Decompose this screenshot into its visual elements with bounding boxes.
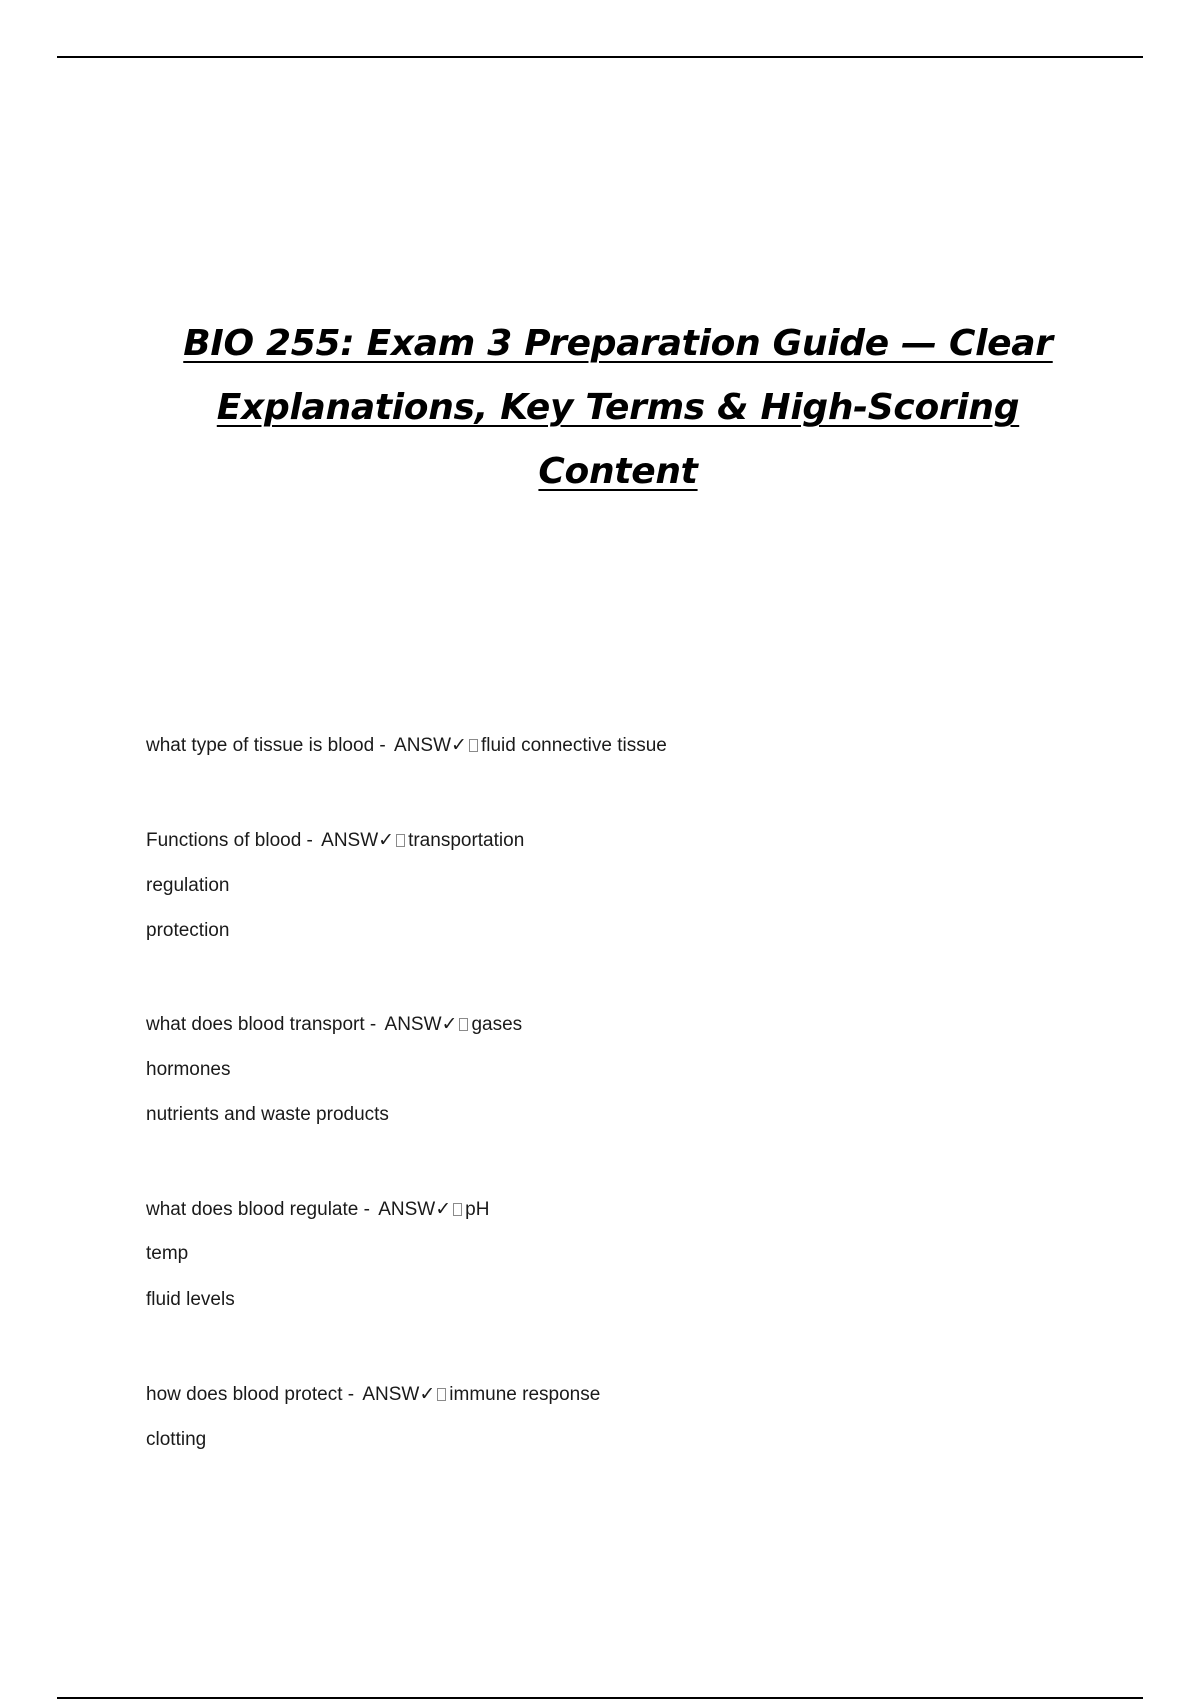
answer-continuation-line: clotting (146, 1429, 207, 1450)
answer-continuation-line: regulation (146, 875, 230, 896)
answer-marker: ANSW (384, 1014, 442, 1035)
separator: - (369, 1014, 382, 1035)
answer-marker: ANSW (362, 1384, 420, 1405)
question-text: what does blood regulate (146, 1199, 359, 1220)
separator: - (347, 1384, 360, 1405)
missing-glyph-box-icon (459, 1018, 468, 1031)
answer-text: gases (471, 1014, 523, 1035)
answer-marker: ANSW (394, 735, 452, 756)
answer-text: pH (465, 1199, 490, 1220)
answer-marker: ANSW (321, 830, 379, 851)
top-rule (57, 56, 1143, 58)
missing-glyph-box-icon (437, 1388, 446, 1401)
separator: - (306, 830, 319, 851)
check-mark-icon: ✓ (419, 1383, 436, 1405)
answer-continuation-line: protection (146, 920, 230, 941)
check-mark-icon: ✓ (378, 829, 395, 851)
missing-glyph-box-icon (396, 834, 405, 847)
check-mark-icon: ✓ (451, 734, 467, 756)
question-text: how does blood protect (146, 1384, 343, 1405)
missing-glyph-box-icon (469, 739, 478, 752)
qa-question-line (146, 1382, 600, 1407)
qa-question-line (146, 1197, 489, 1222)
answer-text: fluid connective tissue (480, 735, 667, 756)
question-text: Functions of blood (146, 830, 302, 851)
title-line-3: Content (538, 451, 698, 492)
answer-continuation-line: fluid levels (146, 1289, 235, 1310)
answer-text: immune response (449, 1384, 601, 1405)
title-line-1: BIO 255: Exam 3 Preparation Guide — Clear (183, 323, 1053, 364)
missing-glyph-box-icon (453, 1203, 462, 1216)
answer-text: transportation (408, 830, 525, 851)
document-title (100, 312, 1136, 504)
question-text: what does blood transport (146, 1014, 365, 1035)
separator: - (379, 735, 392, 756)
answer-marker: ANSW (378, 1199, 436, 1220)
qa-question-line (146, 1012, 522, 1037)
question-text: what type of tissue is blood (146, 735, 375, 756)
check-mark-icon: ✓ (435, 1198, 452, 1220)
bottom-rule (57, 1697, 1143, 1699)
qa-question-line (146, 733, 667, 758)
check-mark-icon: ✓ (441, 1013, 458, 1035)
title-line-2: Explanations, Key Terms & High-Scoring (216, 387, 1020, 428)
answer-continuation-line: temp (146, 1243, 189, 1264)
qa-question-line (146, 828, 524, 853)
answer-continuation-line: hormones (146, 1059, 231, 1080)
answer-continuation-line: nutrients and waste products (146, 1104, 389, 1125)
separator: - (363, 1199, 376, 1220)
